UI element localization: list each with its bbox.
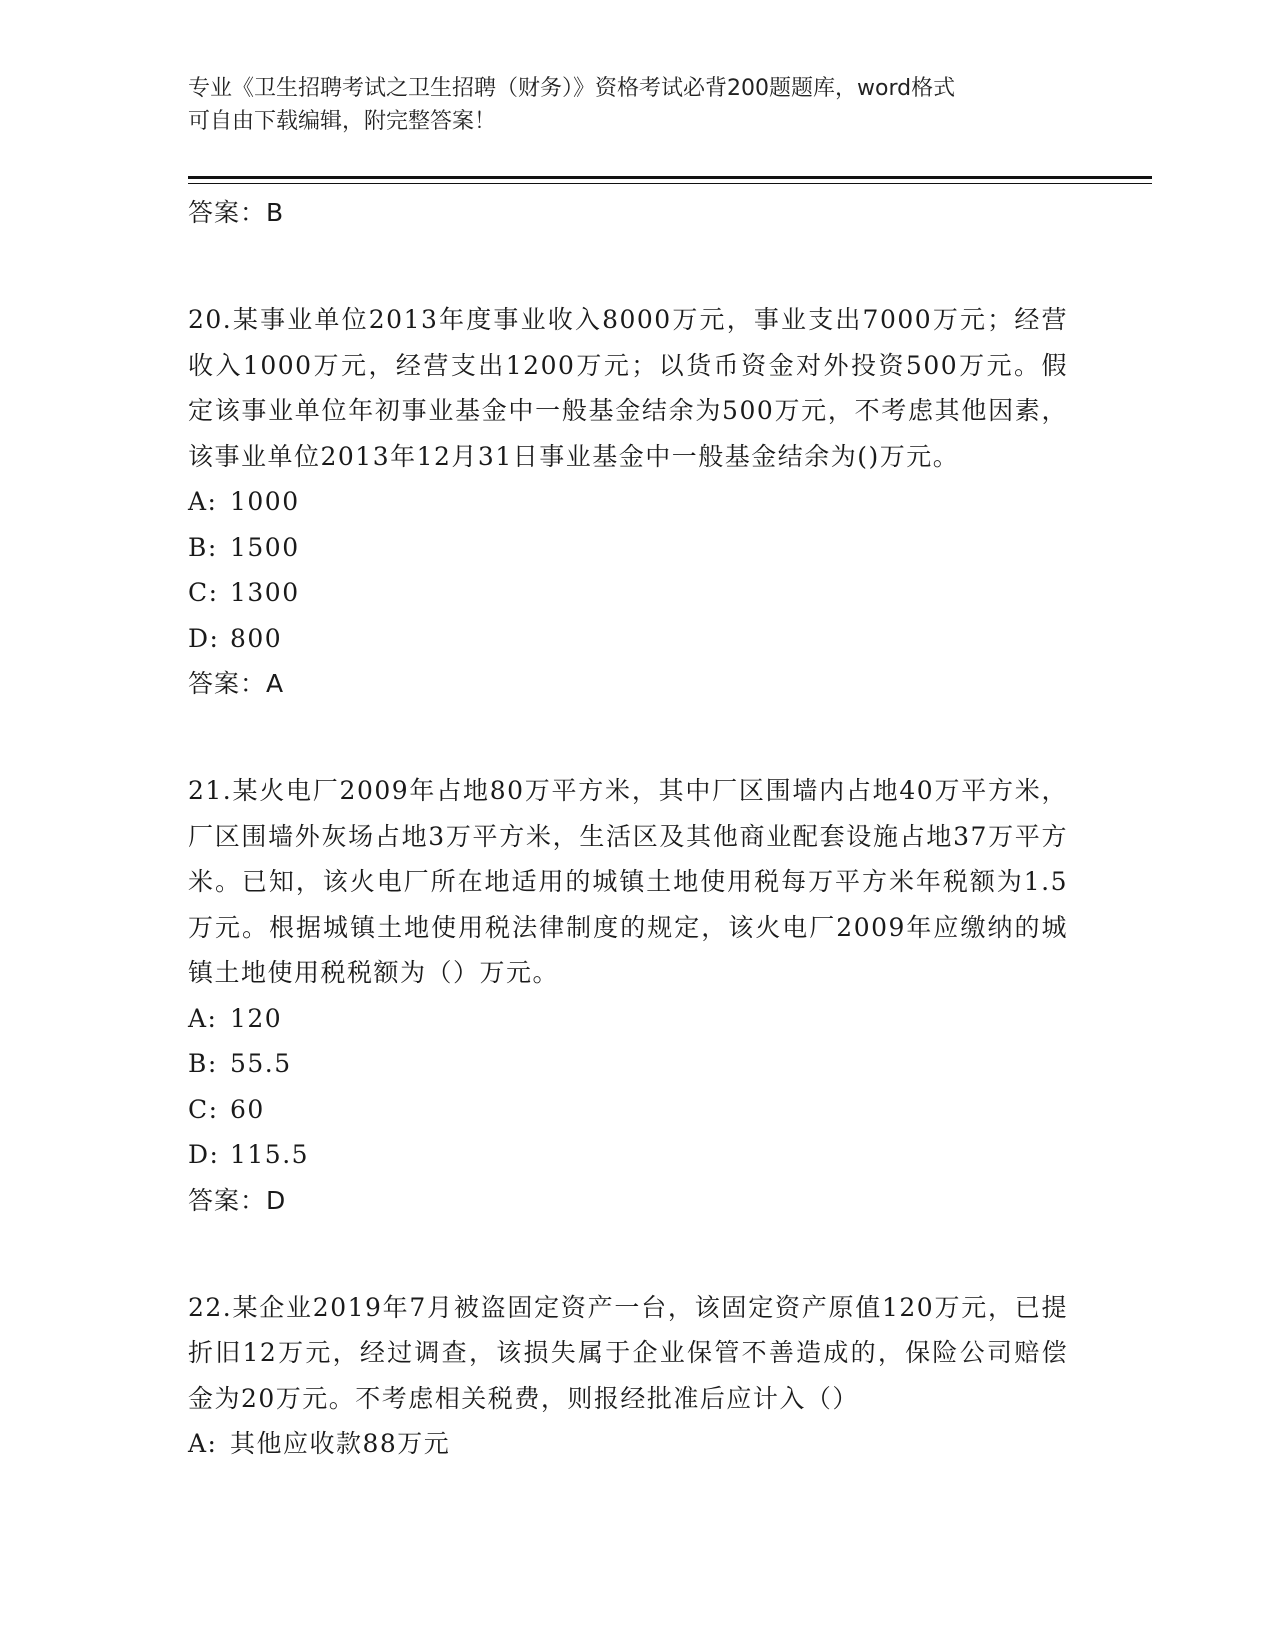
question-text: 某事业单位2013年度事业收入8000万元，事业支出7000万元；经营收入1000万元，经营支出1200万元；以货币资金对外投资500万元。假定该事业单位年初事业基金中一般基金结余为500万元，不考虑其他因素，该事业单位2013年12月31日事业基金中一般基金结余为()万元。 [188,305,1068,471]
option-a [188,479,1068,525]
option-c [188,1087,1068,1133]
option-letter: B: [188,1049,218,1078]
option-letter: A: [188,1429,218,1458]
question-number: 20. [188,305,233,334]
spacer [188,706,1068,768]
spacer [188,1223,1068,1285]
question-stem [188,768,1068,996]
header-line-2: 可自由下载编辑，附完整答案！ [188,109,497,134]
answer-line: 答案：B [188,198,285,227]
header-rule-thin [188,183,1152,184]
answer-line: 答案：D [188,1185,287,1215]
question-text: 某企业2019年7月被盗固定资产一台，该固定资产原值120万元，已提折旧12万元，经过调查，该损失属于企业保管不善造成的，保险公司赔偿金为20万元。不考虑相关税费，则报经批准后应计入（） [188,1292,1068,1413]
document-header [188,72,1068,138]
option-b [188,525,1068,571]
option-letter: A: [188,487,218,516]
question-number: 22. [188,1292,233,1322]
question-stem [188,1285,1068,1422]
option-letter: B: [188,532,218,562]
option-letter: D: [188,623,220,653]
option-letter: C: [188,578,219,607]
option-text: 55.5 [230,1049,292,1078]
option-text: 60 [230,1094,265,1124]
option-text: 115.5 [230,1140,310,1169]
question-number: 21. [188,776,233,805]
option-c [188,570,1068,616]
header-rule-thick [188,176,1152,179]
question-text: 某火电厂2009年占地80万平方米，其中厂区围墙内占地40万平方米，厂区围墙外灰场占地3万平方米，生活区及其他商业配套设施占地37万平方米。已知，该火电厂所在地适用的城镇土地使用税每万平方米年税额为1.5万元。根据城镇土地使用税法律制度的规定，该火电厂2009年应缴纳的城镇土地使用税税额为（）万元。 [188,776,1068,987]
question-block [188,768,1068,1223]
option-text: 800 [230,623,283,653]
option-text: 其他应收款88万元 [230,1429,451,1458]
option-text: 1000 [230,487,300,516]
answer-line: 答案：A [188,669,285,698]
option-text: 120 [230,1003,283,1033]
option-text: 1500 [230,532,300,562]
option-text: 1300 [230,578,300,607]
document-body [188,190,1068,1467]
option-a [188,996,1068,1042]
header-line-1: 专业《卫生招聘考试之卫生招聘（财务）》资格考试必背200题题库，word格式 [188,76,956,101]
option-b [188,1041,1068,1087]
question-stem [188,297,1068,479]
option-d [188,1132,1068,1178]
spacer [188,235,1068,297]
option-letter: A: [188,1003,218,1033]
option-a [188,1421,1068,1467]
question-block [188,1285,1068,1467]
question-block [188,297,1068,706]
option-letter: C: [188,1094,219,1124]
option-letter: D: [188,1140,220,1169]
option-d [188,616,1068,662]
